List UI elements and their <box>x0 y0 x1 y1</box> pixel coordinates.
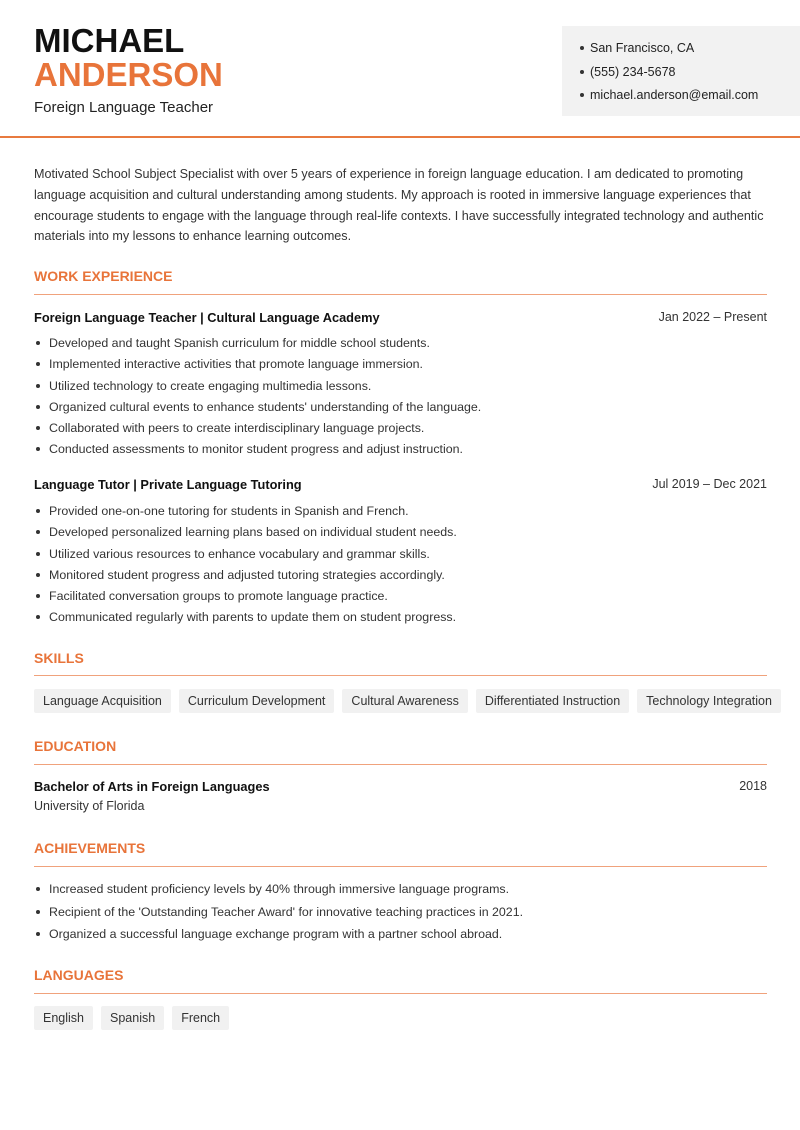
list-item <box>34 546 767 567</box>
job-dates: Jul 2019 – Dec 2021 <box>652 477 767 491</box>
bullet-icon <box>36 594 40 598</box>
list-item-text: Developed personalized learning plans based on individual student needs. <box>49 525 457 540</box>
bullet-icon <box>580 93 584 97</box>
job-title: Foreign Language Teacher <box>34 99 214 116</box>
list-item-text: Organized a successful language exchange program with a partner school abroad. <box>49 927 503 941</box>
list-item <box>34 378 767 399</box>
last-name: ANDERSON <box>34 56 223 93</box>
list-item <box>34 609 767 630</box>
bullet-icon <box>36 405 40 409</box>
bullet-icon <box>36 362 40 366</box>
list-item-text: Monitored student progress and adjusted tutoring strategies accordingly. <box>49 567 445 582</box>
bullet-icon <box>36 552 40 556</box>
job-dates: Jan 2022 – Present <box>658 310 767 324</box>
bullet-icon <box>36 887 40 891</box>
skill-tag: Technology Integration <box>637 689 781 713</box>
contact-phone <box>580 64 800 88</box>
achievements-list <box>34 881 767 949</box>
section-title-skills: SKILLS <box>34 650 84 666</box>
bullet-icon <box>36 910 40 914</box>
list-item <box>34 926 767 949</box>
list-item-text: Developed and taught Spanish curriculum for middle school students. <box>49 336 430 350</box>
list-item-text: Communicated regularly with parents to update them on student progress. <box>49 610 457 625</box>
contact-email-text[interactable]: michael.anderson@email.com <box>590 88 759 102</box>
section-title-work: WORK EXPERIENCE <box>34 268 173 284</box>
resume-header <box>0 0 800 138</box>
list-item <box>34 881 767 904</box>
list-item-text: Implemented interactive activities that promote language immersion. <box>49 357 423 372</box>
skill-tag: Language Acquisition <box>34 689 171 713</box>
bullet-icon <box>36 509 40 513</box>
profile-summary: Motivated School Subject Specialist with over 5 years of experience in foreign language education. I am dedicated to promoting language acquisition and cultural understanding among students. My approach is rooted in immersive language experiences that encourage students to engage with the language through real-life contexts. I have successfully integrated technology and authentic materials into my lessons to enhance learning outcomes. <box>34 167 764 244</box>
contact-location <box>580 40 800 64</box>
education-school: University of Florida <box>34 799 145 813</box>
contact-location-text: San Francisco, CA <box>590 41 695 55</box>
list-item-text: Increased student proficiency levels by 40% through immersive language programs. <box>49 882 510 896</box>
list-item-text: Provided one-on-one tutoring for students in Spanish and French. <box>49 504 409 518</box>
bullet-icon <box>36 615 40 619</box>
bullet-icon <box>580 46 584 50</box>
list-item-text: Recipient of the 'Outstanding Teacher Award' for innovative teaching practices in 2021. <box>49 904 524 919</box>
list-item <box>34 420 767 441</box>
skill-tag: Cultural Awareness <box>342 689 467 713</box>
list-item <box>34 503 767 524</box>
bullet-icon <box>36 384 40 388</box>
language-tag: English <box>34 1006 93 1030</box>
list-item <box>34 524 767 545</box>
job-bullets <box>34 335 767 463</box>
list-item <box>34 588 767 609</box>
list-item <box>34 441 767 462</box>
contact-phone-text: (555) 234-5678 <box>590 64 676 79</box>
education-header <box>34 779 767 794</box>
bullet-icon <box>580 70 584 74</box>
list-item-text: Utilized technology to create engaging multimedia lessons. <box>49 378 372 393</box>
list-item <box>34 399 767 420</box>
job-role: Language Tutor | Private Language Tutoring <box>34 477 302 492</box>
list-item-text: Collaborated with peers to create interdisciplinary language projects. <box>49 421 425 436</box>
language-tag: Spanish <box>101 1006 164 1030</box>
list-item <box>34 567 767 588</box>
list-item-text: Organized cultural events to enhance students' understanding of the language. <box>49 399 482 414</box>
list-item <box>34 904 767 927</box>
skill-tag: Curriculum Development <box>179 689 335 713</box>
bullet-icon <box>36 426 40 430</box>
list-item-text: Conducted assessments to monitor student progress and adjust instruction. <box>49 442 463 457</box>
education-year: 2018 <box>739 779 767 793</box>
bullet-icon <box>36 530 40 534</box>
language-tags <box>34 1006 229 1030</box>
list-item <box>34 356 767 377</box>
section-title-achievements: ACHIEVEMENTS <box>34 840 146 856</box>
section-divider <box>34 675 767 676</box>
section-title-education: EDUCATION <box>34 738 117 754</box>
contact-box <box>562 26 800 116</box>
section-divider <box>34 764 767 765</box>
section-title-languages: LANGUAGES <box>34 967 124 983</box>
skills-tags <box>34 689 781 713</box>
bullet-icon <box>36 341 40 345</box>
list-item <box>34 335 767 356</box>
job-header <box>34 310 767 325</box>
contact-email[interactable] <box>580 87 800 111</box>
section-divider <box>34 993 767 994</box>
language-tag: French <box>172 1006 229 1030</box>
section-divider <box>34 866 767 867</box>
job-bullets <box>34 503 767 631</box>
section-divider <box>34 294 767 295</box>
job-header <box>34 477 767 492</box>
list-item-text: Utilized various resources to enhance vocabulary and grammar skills. <box>49 546 430 561</box>
bullet-icon <box>36 573 40 577</box>
list-item-text: Facilitated conversation groups to promote language practice. <box>49 589 388 604</box>
bullet-icon <box>36 932 40 936</box>
job-role: Foreign Language Teacher | Cultural Language Academy <box>34 310 380 325</box>
skill-tag: Differentiated Instruction <box>476 689 629 713</box>
first-name: MICHAEL <box>34 22 185 59</box>
education-degree: Bachelor of Arts in Foreign Languages <box>34 779 270 794</box>
bullet-icon <box>36 447 40 451</box>
